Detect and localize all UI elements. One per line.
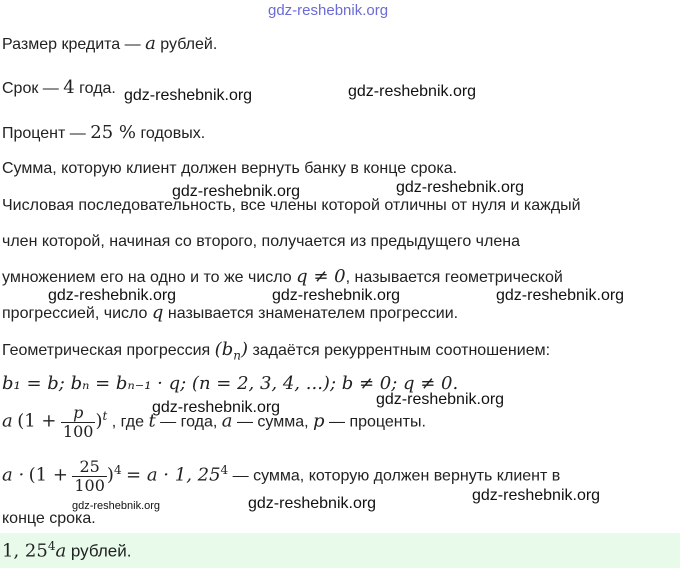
- text: года.: [79, 80, 116, 97]
- watermark: gdz-reshebnik.org: [48, 287, 177, 304]
- text: задаётся рекуррентным соотношением:: [252, 342, 551, 359]
- loan-size-line: [2, 33, 217, 56]
- recurrence-formula: b₁ = b; bₙ = bₙ₋₁ · q; (n = 2, 3, 4, ...); b ≠ 0; q ≠ 0.: [2, 373, 459, 394]
- text: умножением его на одно и то же число: [2, 269, 292, 286]
- math-var: a: [2, 410, 13, 432]
- recurrence-line: [2, 339, 550, 367]
- definition-line: член которой, начиная со второго, получается из предыдущего члена: [2, 233, 520, 250]
- math: ): [106, 464, 114, 486]
- definition-line: [2, 302, 458, 325]
- definition-line: [2, 266, 563, 289]
- exponent: 4: [113, 463, 122, 477]
- watermark-top: gdz-reshebnik.org: [268, 2, 389, 19]
- answer-math: 1, 25: [2, 540, 48, 562]
- answer-tail: рублей.: [70, 541, 132, 561]
- text: прогрессией, число: [2, 305, 148, 322]
- watermark: gdz-reshebnik.org: [348, 83, 477, 100]
- watermark: gdz-reshebnik.org: [496, 287, 625, 304]
- text: Размер кредита —: [2, 36, 141, 53]
- math: (1 +: [17, 410, 57, 432]
- text: — сумма, которую должен вернуть клиент в: [232, 467, 561, 485]
- sum-line-end: конце срока.: [2, 510, 96, 527]
- math: q ≠ 0: [296, 266, 346, 287]
- math: $(b_n)$: [214, 339, 248, 363]
- text: годовых.: [140, 125, 206, 142]
- answer-text: [2, 539, 131, 562]
- fraction: $\frac{p}{100}$: [62, 402, 94, 441]
- text: Срок —: [2, 80, 59, 97]
- text: — проценты.: [329, 413, 426, 431]
- result-formula-line: [2, 446, 560, 500]
- term-line: [2, 77, 116, 100]
- watermark: gdz-reshebnik.org: [172, 183, 301, 200]
- text: Процент —: [2, 125, 86, 142]
- text: , называется геометрической: [345, 269, 563, 286]
- text: Геометрическая прогрессия: [2, 342, 211, 359]
- exponent: 4: [47, 539, 56, 553]
- math: (1 +: [28, 464, 68, 486]
- math-var: p: [313, 410, 325, 432]
- math: a ·: [2, 464, 25, 486]
- watermark: gdz-reshebnik.org: [248, 495, 377, 512]
- math-var: a: [55, 540, 67, 562]
- sum-line: Сумма, которую клиент должен вернуть банку в конце срока.: [2, 160, 458, 177]
- text: , где: [111, 413, 145, 431]
- watermark: gdz-reshebnik.org: [272, 287, 401, 304]
- math-num: 25 %: [90, 122, 136, 143]
- answer-box: [0, 533, 680, 568]
- watermark: gdz-reshebnik.org: [124, 87, 253, 104]
- watermark: gdz-reshebnik.org: [72, 500, 161, 512]
- text: рублей.: [160, 36, 218, 53]
- fraction: $\frac{25}{100}$: [74, 456, 105, 495]
- text: называется знаменателем прогрессии.: [167, 305, 459, 322]
- watermark: gdz-reshebnik.org: [472, 487, 601, 504]
- math: ): [95, 410, 103, 432]
- watermark: gdz-reshebnik.org: [376, 391, 505, 408]
- watermark: gdz-reshebnik.org: [396, 179, 525, 196]
- math-var: q: [151, 302, 164, 323]
- math-var: a: [221, 410, 233, 432]
- math-var: t: [148, 410, 156, 432]
- text: — года,: [160, 413, 218, 431]
- math: = a · 1, 25: [126, 464, 221, 486]
- math-var: a: [145, 33, 156, 54]
- formula-line: [2, 396, 426, 442]
- text: — сумма,: [236, 413, 309, 431]
- percent-line: [2, 122, 205, 145]
- exponent: t: [102, 409, 108, 423]
- exponent: 4: [220, 463, 229, 477]
- definition-line: Числовая последовательность, все члены которой отличны от нуля и каждый: [2, 197, 581, 214]
- math-num: 4: [63, 77, 75, 98]
- watermark: gdz-reshebnik.org: [152, 399, 281, 416]
